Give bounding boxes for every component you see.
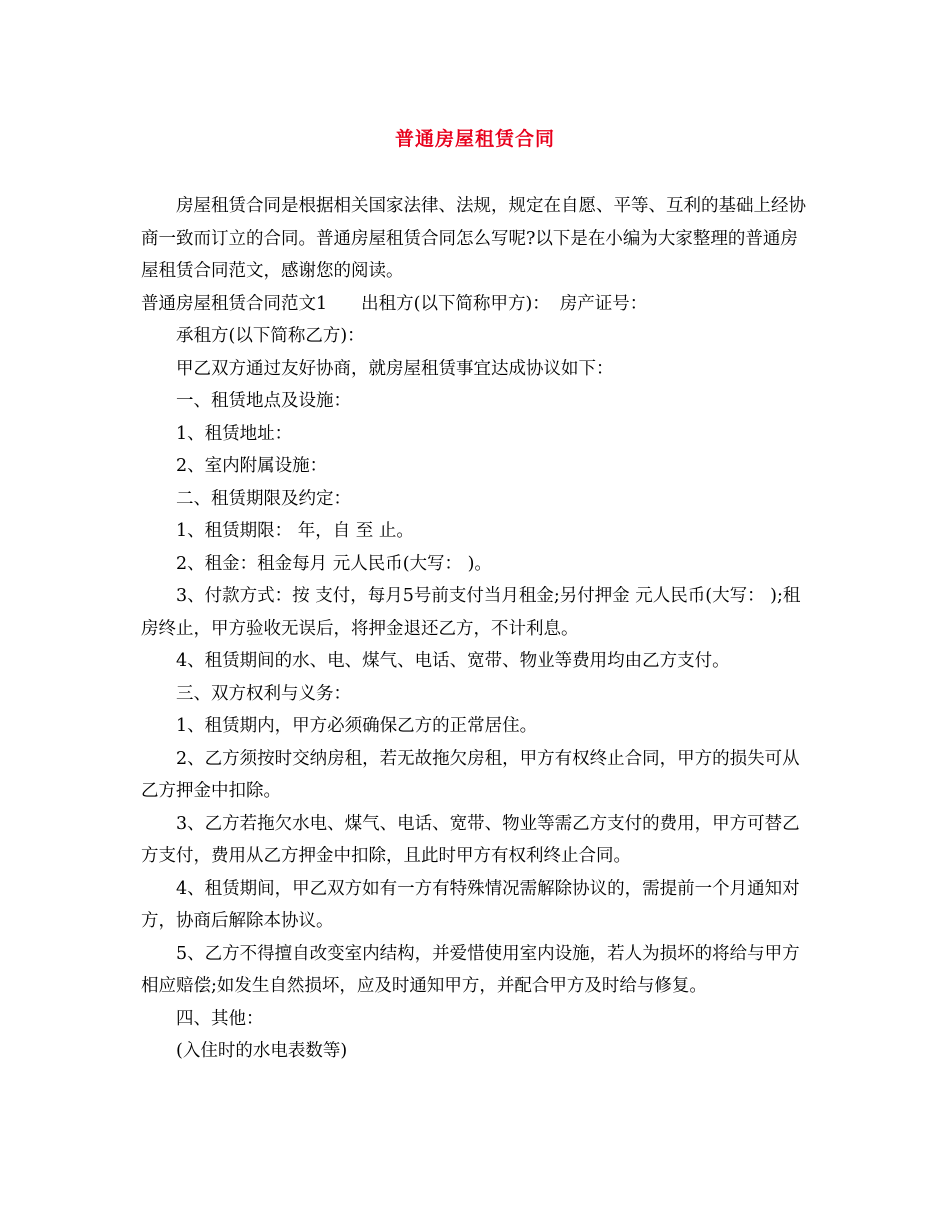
- paragraph: 2、乙方须按时交纳房租，若无故拖欠房租，甲方有权终止合同，甲方的损失可从乙方押金中扣除。: [141, 748, 800, 801]
- paragraph: 3、乙方若拖欠水电、煤气、电话、宽带、物业等需乙方支付的费用，甲方可替乙方支付，费用从乙方押金中扣除，且此时甲方有权利终止合同。: [141, 813, 800, 866]
- paragraph: 一、租赁地点及设施：: [176, 391, 351, 411]
- paragraph: 4、租赁期间，甲乙双方如有一方有特殊情况需解除协议的，需提前一个月通知对方，协商后解除本协议。: [141, 878, 800, 931]
- paragraph: 3、付款方式：按 支付，每月5号前支付当月租金;另付押金 元人民币(大写： );租房终止，甲方验收无误后，将押金退还乙方，不计利息。: [141, 586, 801, 639]
- property-cert-label: 房产证号：: [559, 293, 648, 314]
- paragraph: 承租方(以下简称乙方)：: [176, 326, 365, 346]
- lessor-label: 出租方(以下简称甲方)：: [361, 293, 550, 314]
- paragraph: 三、双方权利与义务：: [176, 683, 351, 704]
- paragraph: 5、乙方不得擅自改变室内结构，并爱惜使用室内设施，若人为损坏的将给与甲方相应赔偿;如发生自然损坏，应及时通知甲方，并配合甲方及时给与修复。: [141, 943, 800, 996]
- sample-heading: 普通房屋租赁合同范文1: [141, 293, 328, 314]
- paragraph: (入住时的水电表数等): [176, 1041, 348, 1061]
- document-body: [141, 190, 813, 1068]
- sample-heading-line: [141, 288, 813, 321]
- paragraph: 1、租赁地址：: [176, 423, 293, 444]
- paragraph: 2、室内附属设施：: [176, 456, 328, 476]
- paragraph: 甲乙双方通过友好协商，就房屋租赁事宜达成协议如下：: [176, 358, 614, 379]
- paragraph: 2、租金：租金每月 元人民币(大写： )。: [176, 553, 492, 574]
- paragraph: 二、租赁期限及约定：: [176, 488, 351, 509]
- document-title: 普通房屋租赁合同: [394, 128, 555, 150]
- paragraph: 四、其他：: [176, 1008, 264, 1029]
- paragraph: 1、租赁期内，甲方必须确保乙方的正常居住。: [176, 716, 538, 736]
- paragraph: 4、租赁期间的水、电、煤气、电话、宽带、物业等费用均由乙方支付。: [176, 651, 730, 671]
- paragraph: 1、租赁期限： 年，自 至 止。: [176, 521, 414, 541]
- intro-paragraph: 房屋租赁合同是根据相关国家法律、法规，规定在自愿、平等、互利的基础上经协商一致而订立的合同。普通房屋租赁合同怎么写呢?以下是在小编为大家整理的普通房屋租赁合同范文，感谢您的阅读。: [141, 196, 806, 281]
